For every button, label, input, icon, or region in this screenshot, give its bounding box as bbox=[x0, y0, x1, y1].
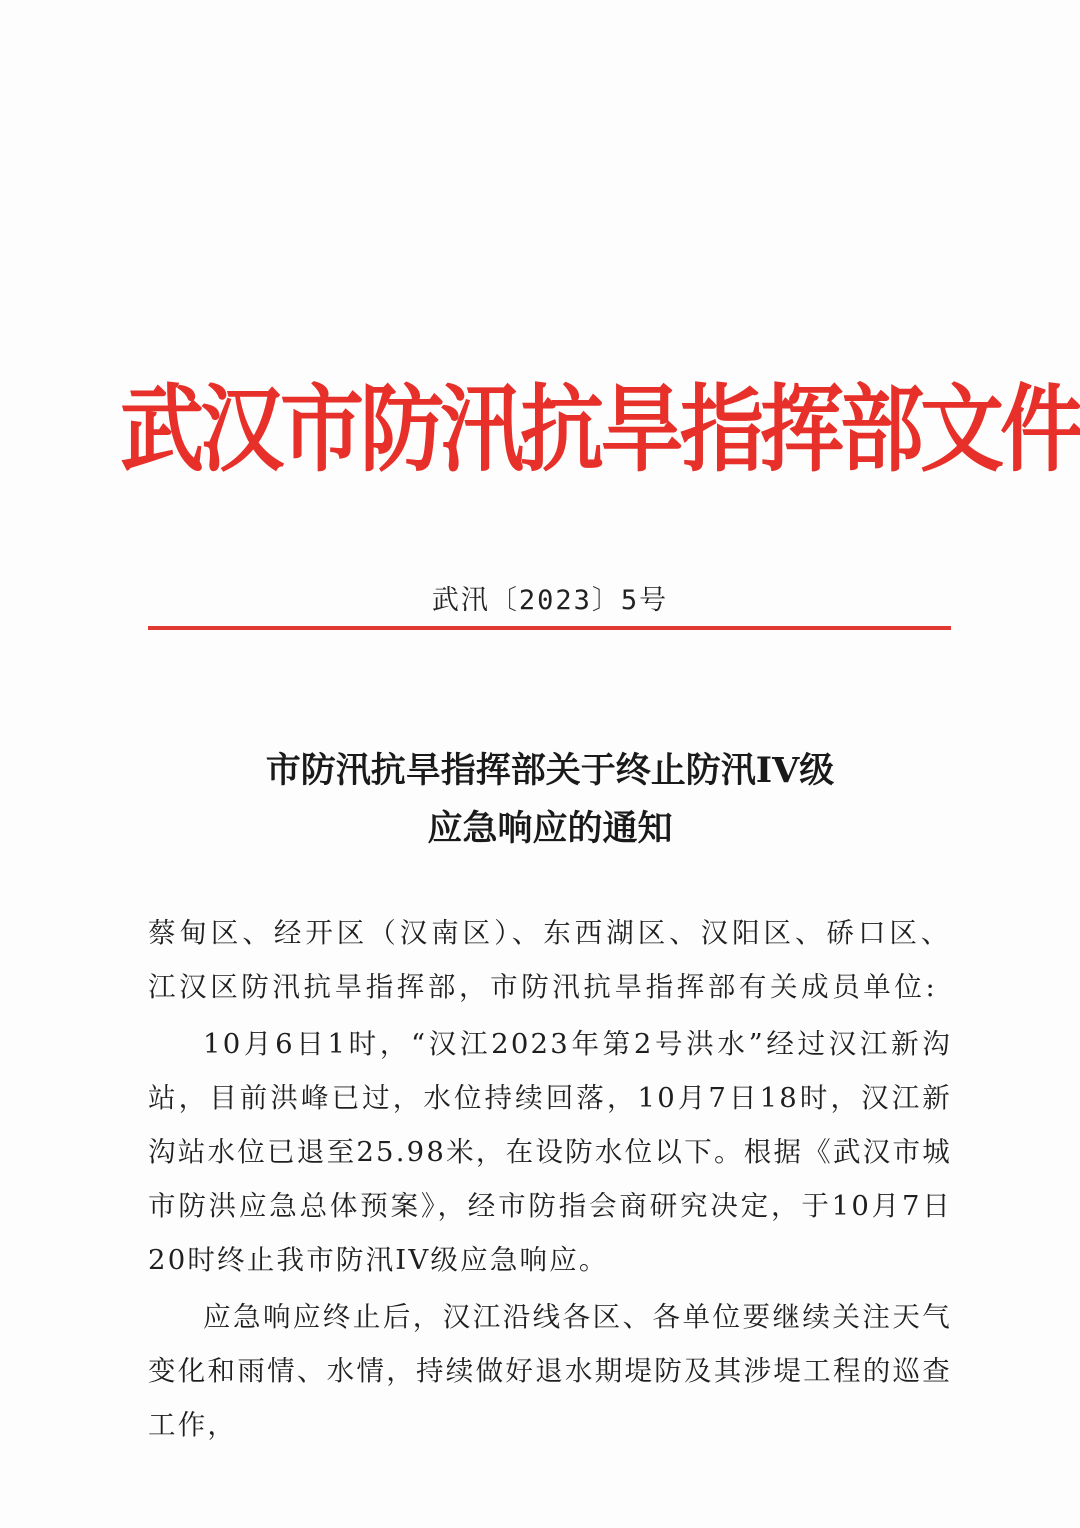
notice-body bbox=[148, 906, 952, 1455]
body-paragraph-1: 10月6日1时，“汉江2023年第2号洪水”经过汉江新沟站，目前洪峰已过，水位持续回落，10月7日18时，汉江新沟站水位已退至25.98米，在设防水位以下。根据《武汉市城市防洪应急总体预案》，经市防指会商研究决定，于10月7日20时终止我市防汛IV级应急响应。 bbox=[148, 1028, 952, 1276]
notice-title-line-1: 市防汛抗旱指挥部关于终止防汛IV级 bbox=[265, 750, 835, 791]
recipients-paragraph: 蔡甸区、经开区（汉南区）、东西湖区、汉阳区、硚口区、江汉区防汛抗旱指挥部，市防汛抗旱指挥部有关成员单位: bbox=[148, 917, 952, 1003]
notice-title bbox=[150, 742, 950, 858]
red-divider-rule bbox=[148, 626, 951, 630]
masthead-title: 武汉市防汛抗旱指挥部文件 bbox=[120, 374, 1080, 485]
notice-title-line-2: 应急响应的通知 bbox=[427, 808, 673, 849]
body-paragraph-2: 应急响应终止后，汉江沿线各区、各单位要继续关注天气变化和雨情、水情，持续做好退水期堤防及其涉堤工程的巡查工作， bbox=[148, 1301, 952, 1441]
document-number: 武汛〔2023〕5号 bbox=[431, 585, 669, 616]
